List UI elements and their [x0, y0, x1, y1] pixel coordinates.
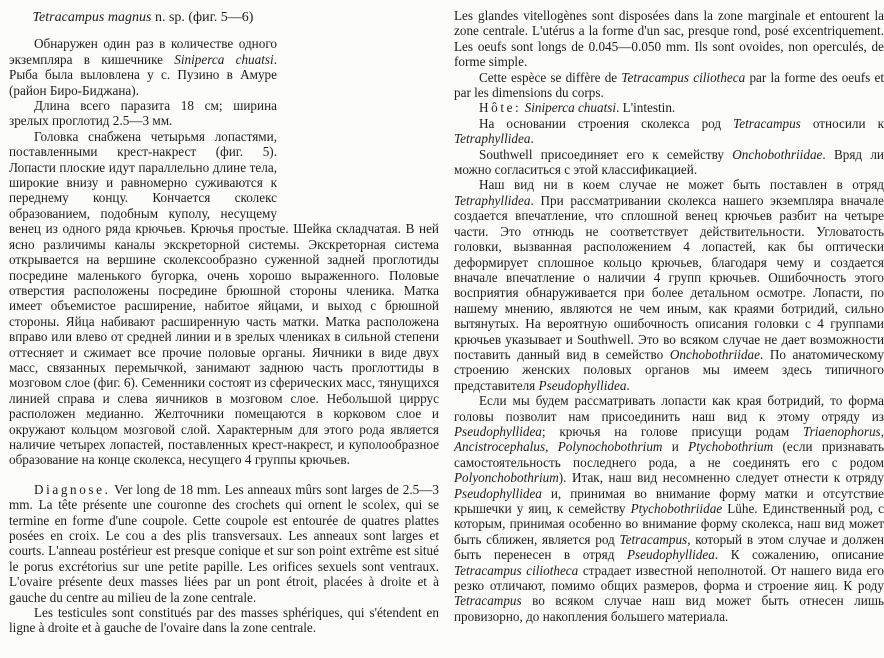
left-column: [9, 8, 439, 658]
text-segment: Tetracampus: [454, 593, 522, 609]
text-segment: par la forme des oeufs et par les dimensions du corps.: [454, 69, 884, 101]
text-segment: Les glandes vitellogènes sont disposées dans la zone marginale et entourent la zone centrale. L'utérus a la forme d'un sac, presque rond, posé excentriquement. Les oeufs sont longs de 0.045—0.050 mm. Ils sont ovoides, non operculés, de forme simple.: [454, 8, 884, 70]
text-segment: Pseudophyllidea: [626, 547, 715, 563]
right-column: [454, 8, 884, 658]
paragraph-hote: [454, 100, 884, 115]
paragraph-southwell: [454, 147, 884, 178]
text-segment: Pseudophyllidea: [538, 377, 627, 393]
paragraph-nash-vid: [454, 177, 884, 393]
text-segment: во всяком случае наш вид может быть отнесен лишь провизорно, до накопления большего материала.: [454, 593, 884, 624]
figure-whitespace: [277, 8, 439, 206]
paragraph-diagnose: [9, 482, 439, 605]
text-segment: Наш вид ни в коем случае не может быть поставлен в отряд: [479, 177, 884, 193]
text-segment: На основании строения сколекса род: [479, 115, 734, 131]
text-segment: Длина всего паразита 18 см; ширина зрелых проглотид 2.5—3 мм.: [9, 98, 277, 129]
text-segment: Tetraphyllidea: [454, 131, 531, 147]
text-segment: Tetracampus: [619, 531, 688, 547]
text-segment: Pseudophyllidea: [454, 423, 542, 439]
text-segment: Ancistrocephalus: [454, 439, 546, 455]
text-segment: Onchobothriidae: [732, 146, 823, 162]
text-segment: Ptychobothriidae: [630, 501, 723, 516]
text-segment: , который в этом случае и должен быть перенесен в отряд: [454, 531, 884, 563]
text-segment: Polynochobothrium: [557, 439, 663, 455]
paragraph-glandes: [454, 8, 884, 70]
text-segment: Cette espèce se diffère de: [479, 69, 622, 85]
text-segment: и: [662, 439, 689, 455]
text-segment: (если признавать самостоятельность последнего рода, а не соединять его с родом: [454, 439, 884, 470]
text-segment: Polyonchobothrium: [454, 470, 559, 486]
text-segment: . Вряд ли можно согласиться с этой классификацией.: [454, 146, 884, 178]
text-segment: Lühe. Единственный род, с которым, принимая особенно во внимание форму сколекса, наш вид может быть сближен, является род: [454, 501, 884, 547]
text-segment: страдает известной неполнотой. От нашего вида его резко отличают, помимо общих размеров, форма и строение яиц. К роду: [454, 562, 884, 594]
text-segment: Ptychobothrium: [688, 439, 774, 455]
text-segment: Hôte:: [479, 100, 522, 116]
text-segment: Tetracampus magnus: [32, 10, 152, 25]
text-segment: . При рассматривании сколекса нашего экземпляра вначале создается впечатление, что сплошной венец крючьев разбит на четыре части. Это отнюдь не соответствует действительности. Угловатость головки, вызванная расположением 4 лопастей, как бы оптически деформирует сплошное кольцо крючьев, благодаря чему и создается вначале впечатление о наличии 4 групп крючьев. Ошибочность этого восприятия обнаруживается при более детальном осмотре. Лопасти, по нашему мнению, являются не чем иным, как краями ботридий, сильно вытянутых. На вероятную ошибочность описания головки с 4 группами крючьев указывает и Southwell. Это во всяком случае не дает возможности поставить данный вид в семейство: [454, 192, 884, 362]
text-segment: Tetracampus: [733, 115, 801, 131]
text-segment: . L'intestin.: [616, 100, 676, 116]
paragraph-esli-my: [454, 393, 884, 624]
text-segment: Ver long de 18 mm. Les anneaux mûrs sont larges de 2.5—3 mm. La tête présente une couronne des crochets qui ornent le scolex, qui se termine en forme d'une coupole. Cette coupole est entourée de quatres plattes posées en croix. Le cou a des plis transversaux. Les anneaux sont larges et courts. L'anneau postérieur est presque conique et sur son point extrême est situé le porus excrétorius sur une petite papille. Les orifices sexuels sont ventraux. L'ovaire présente deux masses liées par un pont étroit, placées à droite et à gauche du centre au milieu de la zone centrale.: [9, 481, 439, 605]
text-segment: . К сожалению, описание: [714, 547, 884, 563]
text-segment: Tetraphyllidea: [454, 192, 531, 208]
text-segment: Siniperca chuatsi: [524, 100, 617, 116]
text-segment: ,: [545, 439, 558, 455]
text-segment: Обнаружен один раз в количестве одного экземпляра в кишечнике: [9, 36, 277, 67]
text-segment: . Рыба была выловлена у с. Пузино в Амуре (район Биро-Биджана).: [9, 51, 277, 98]
text-segment: Diagnose.: [34, 481, 111, 497]
text-segment: Southwell присоединяет его к семейству: [479, 146, 733, 162]
text-segment: .: [626, 377, 630, 393]
text-segment: Onchobothriidae: [669, 346, 760, 362]
paragraph-osnovanii: [454, 116, 884, 147]
paragraph-espece-differe: [454, 70, 884, 101]
text-segment: и, принимая во внимание форму матки и отсутствие крышечки у яиц, к семейству: [454, 485, 884, 516]
text-segment: . По анатомическому строению женских половых органов мы имеем здесь типичного представителя: [454, 346, 884, 393]
text-segment: ; крючья на голове присущи родам: [541, 423, 804, 439]
text-segment: относили к: [800, 115, 884, 131]
text-segment: ,: [880, 423, 884, 439]
text-segment: Tetracampus ciliotheca: [454, 562, 579, 578]
text-segment: Tetracampus ciliotheca: [621, 69, 746, 85]
text-segment: Triaenophorus: [803, 423, 881, 439]
text-segment: Головка снабжена четырьмя лопастями, поставленными крест-накрест (фиг. 5). Лопасти плоские идут параллельно длине тела, широкие внизу и равномерно суживаются к переднему концу. Кончается сколекс образованием, подобным куполу, несущему венец из одного ряда крючьев. Крючья простые. Шейка складчатая. В ней ясно различимы каналы экскреторной системы. Экскреторная система открывается на вершине сколексообразно суженной задней проглотиды посредине маленького бугорка, очень хорошо выраженного. Половые отверстия расположены посредине брюшной стороны членика. Матка имеет объемистое расширение, набитое яйцами, и выход с брюшной стороны. Яйца набивают расширенную часть матки. Матка расположена вправо или влево от средней линии и в зрелых члениках в сильной степени оттесняет и сжимает все прочие половые органы. Яичники в виде двух масс, связанных перемычкой, занимают заднюю часть проглоттиды в мозговом слое (фиг. 6). Семенники состоят из сферических масс, тянущихся линией справа и слева яичников в мозговом слое. Небольшой циррус расположен медианно. Желточники помещаются в корковом слое и окружают кольцом мозговой слой. Характерным для этого рода является наличие четырех лопастей, поставленных крест-накрест, и куполообразное образование на конце сколекса, несущего 4 группы крючьев.: [9, 128, 439, 468]
text-segment: Pseudophyllidea: [454, 485, 542, 501]
text-segment: n. sp. (фиг. 5—6): [151, 10, 254, 25]
text-segment: ). Итак, наш вид несомненно следует отнести к отряду: [558, 470, 884, 486]
paragraph-testicules: [9, 605, 439, 636]
text-segment: Siniperca chuatsi: [174, 51, 274, 67]
text-segment: Les testicules sont constitués par des masses sphériques, qui s'étendent en ligne à droite et à gauche de l'ovaire dans la zone centrale.: [9, 605, 439, 636]
text-segment: .: [530, 131, 534, 147]
text-segment: Если мы будем рассматривать лопасти как края ботридий, то форма головы позволит нам присоединить наш вид к этому отряду из: [454, 393, 884, 424]
